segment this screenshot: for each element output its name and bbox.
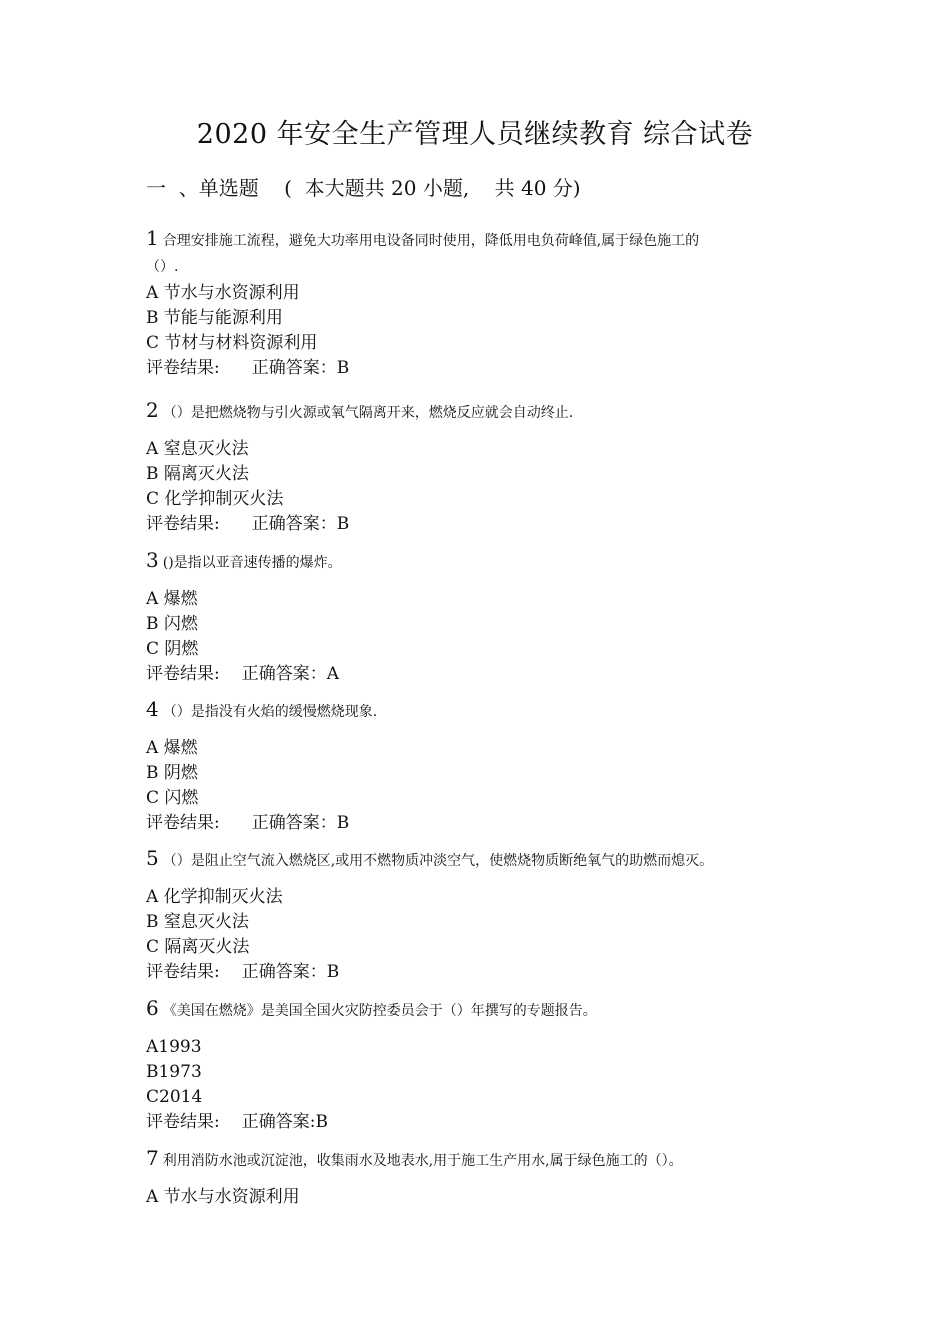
exam-title: 2020 年安全生产管理人员继续教育 综合试卷 (196, 119, 754, 150)
result-label: 评卷结果: (146, 358, 220, 378)
option-b: B 隔离灭火法 (146, 464, 249, 484)
option-c: C2014 (146, 1087, 203, 1107)
question-4 (146, 697, 836, 836)
result-label: 评卷结果: (146, 664, 220, 684)
question-text: ()是指以亚音速传播的爆炸。 (162, 555, 342, 571)
correct-answer: 正确答案：B (251, 514, 350, 534)
option-c: C 隔离灭火法 (146, 937, 250, 957)
question-number: 5 (146, 846, 159, 870)
question-3 (146, 548, 836, 687)
option-b: B1973 (146, 1062, 202, 1082)
section-heading: 一 、单选题 ( 本大题共 20 小题, 共 40 分) (146, 176, 581, 200)
option-c: C 阴燃 (146, 639, 199, 659)
question-text: 《美国在燃烧》是美国全国火灾防控委员会于（）年撰写的专题报告。 (162, 1003, 597, 1019)
option-a: A 节水与水资源利用 (146, 283, 300, 303)
option-a: A 爆燃 (146, 738, 198, 758)
result-label: 评卷结果: (146, 514, 220, 534)
question-text: 利用消防水池或沉淀池，收集雨水及地表水,用于施工生产用水,属于绿色施工的（）。 (162, 1153, 683, 1169)
question-text: 合理安排施工流程，避免大功率用电设备同时使用，降低用电负荷峰值,属于绿色施工的 (162, 233, 700, 249)
question-7 (146, 1146, 836, 1210)
correct-answer: 正确答案：B (241, 962, 340, 982)
option-b: B 闪燃 (146, 614, 198, 634)
result-line (146, 512, 836, 537)
result-line (146, 662, 836, 687)
correct-answer: 正确答案:B (241, 1112, 328, 1132)
result-line (146, 811, 836, 836)
option-b: B 阴燃 (146, 763, 198, 783)
question-text-continued: （）. (146, 259, 179, 275)
option-a: A 窒息灭火法 (146, 439, 249, 459)
option-b: B 节能与能源利用 (146, 308, 283, 328)
question-1 (146, 226, 836, 381)
question-number: 7 (146, 1146, 159, 1170)
correct-answer: 正确答案：B (251, 813, 350, 833)
option-c: C 节材与材料资源利用 (146, 333, 318, 353)
result-line (146, 960, 836, 985)
question-2 (146, 398, 836, 537)
result-line (146, 1110, 836, 1135)
question-number: 3 (146, 548, 159, 572)
option-a: A1993 (146, 1037, 202, 1057)
option-a: A 化学抑制灭火法 (146, 887, 283, 907)
question-text: （）是指没有火焰的缓慢燃烧现象. (162, 704, 378, 720)
option-c: C 化学抑制灭火法 (146, 489, 284, 509)
question-text: （）是阻止空气流入燃烧区,或用不燃物质冲淡空气，使燃烧物质断绝氧气的助燃而熄灭。 (162, 853, 714, 869)
result-label: 评卷结果: (146, 1112, 220, 1132)
correct-answer: 正确答案：B (251, 358, 350, 378)
result-line (146, 356, 836, 381)
option-c: C 闪燃 (146, 788, 199, 808)
question-5 (146, 846, 836, 985)
option-b: B 窒息灭火法 (146, 912, 249, 932)
result-label: 评卷结果: (146, 962, 220, 982)
option-a: A 节水与水资源利用 (146, 1187, 300, 1207)
question-number: 6 (146, 996, 159, 1020)
result-label: 评卷结果: (146, 813, 220, 833)
question-6 (146, 996, 836, 1135)
correct-answer: 正确答案：A (241, 664, 340, 684)
question-number: 4 (146, 697, 159, 721)
question-text: （）是把燃烧物与引火源或氧气隔离开来，燃烧反应就会自动终止. (162, 405, 574, 421)
question-number: 1 (146, 226, 159, 250)
option-a: A 爆燃 (146, 589, 198, 609)
question-number: 2 (146, 398, 159, 422)
